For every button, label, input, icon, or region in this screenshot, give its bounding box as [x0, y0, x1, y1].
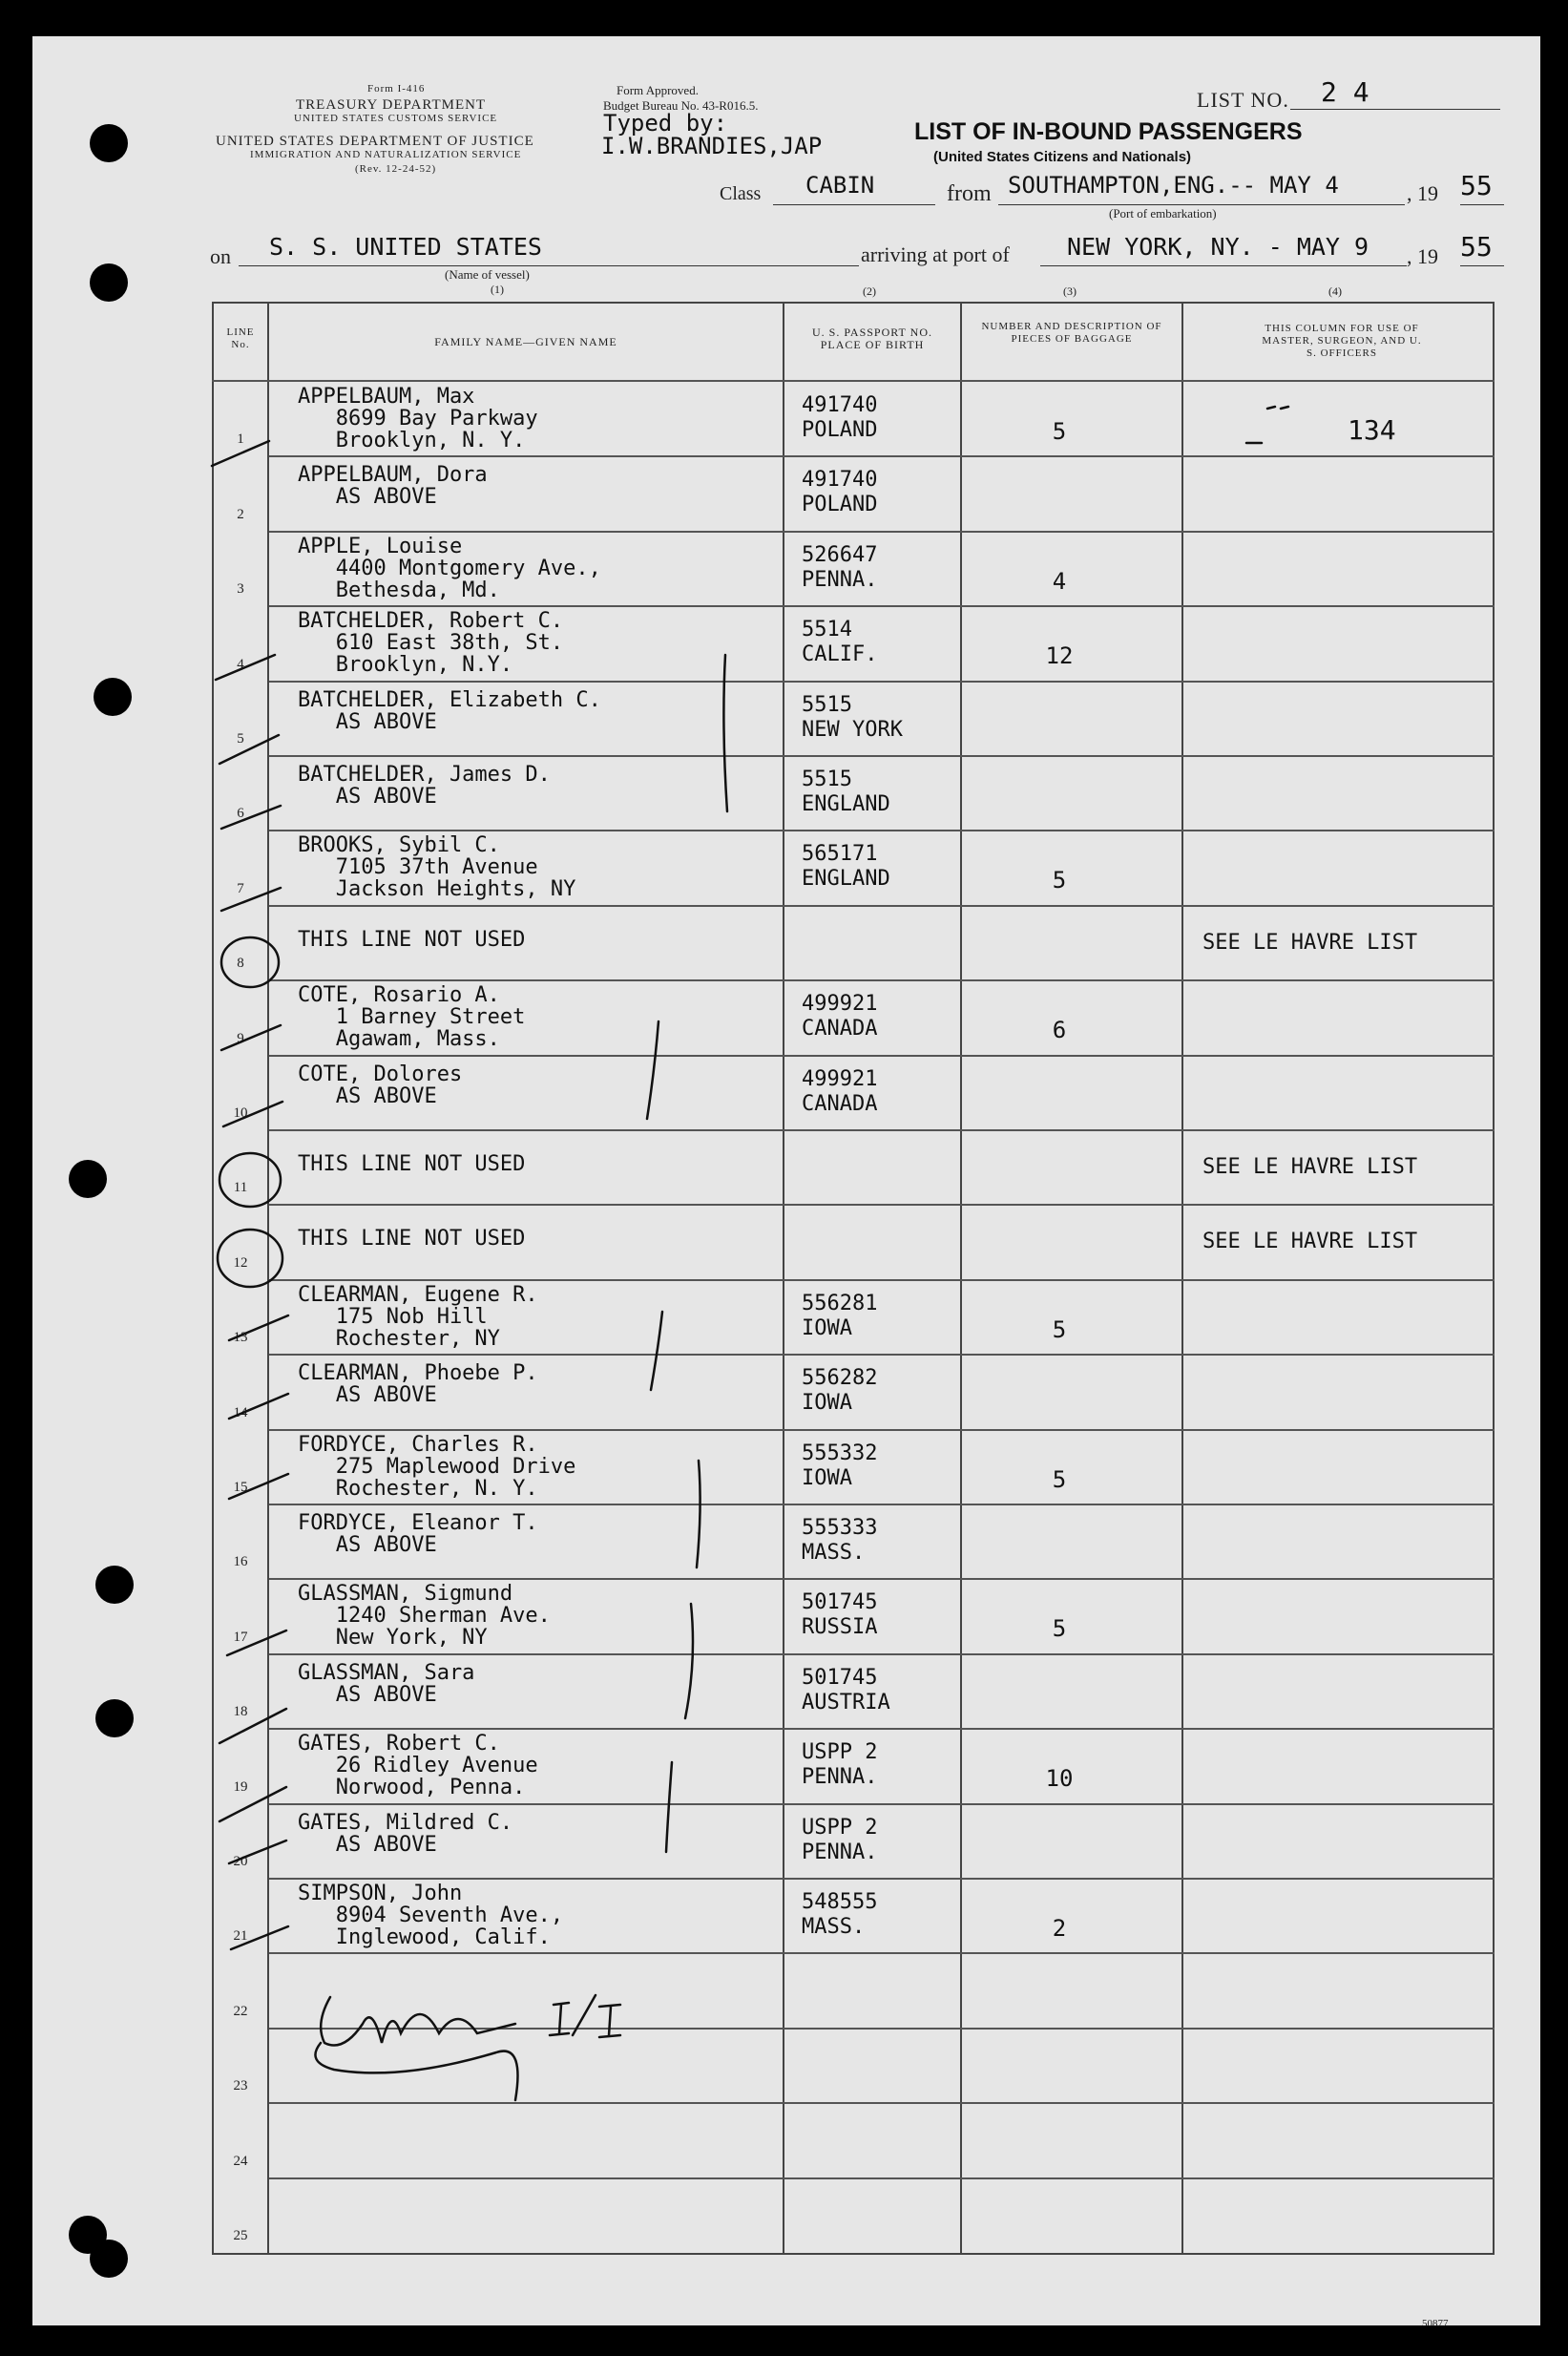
- baggage-count: 5: [1052, 1465, 1067, 1493]
- class-label: Class: [720, 183, 762, 204]
- immigration-service: IMMIGRATION AND NATURALIZATION SERVICE: [250, 149, 522, 160]
- embark-year-value: 55: [1460, 170, 1493, 201]
- page-title: LIST OF IN-BOUND PASSENGERS: [914, 118, 1303, 145]
- passenger-name: GATES, Mildred C. AS ABOVE: [298, 1810, 513, 1857]
- baggage-count: 5: [1052, 867, 1067, 894]
- passport-birthplace: 499921 CANADA: [802, 992, 878, 1041]
- line-number: 8: [237, 956, 244, 972]
- officer-note: SEE LE HAVRE LIST: [1202, 930, 1418, 955]
- passenger-name: THIS LINE NOT USED: [298, 1227, 526, 1252]
- line-number: 23: [233, 2078, 248, 2094]
- passport-birthplace: 555333 MASS.: [802, 1516, 878, 1565]
- line-number: 17: [233, 1629, 248, 1645]
- line-number: 18: [233, 1704, 248, 1720]
- passenger-name: FORDYCE, Charles R. 275 Maplewood Drive Rochester, N. Y.: [298, 1432, 576, 1501]
- passport-birthplace: 5515 ENGLAND: [802, 768, 890, 816]
- baggage-count: 12: [1045, 642, 1074, 670]
- line-number: 1: [237, 431, 244, 448]
- passport-birthplace: 501745 AUSTRIA: [802, 1665, 890, 1714]
- col-header-name: FAMILY NAME—GIVEN NAME: [434, 335, 617, 348]
- arrival-value: NEW YORK, NY. - MAY 9: [1067, 233, 1369, 261]
- line-number: 11: [233, 1180, 248, 1196]
- col-caption-4: (4): [1328, 284, 1342, 298]
- passenger-name: BATCHELDER, Elizabeth C. AS ABOVE: [298, 687, 601, 734]
- passenger-name: CLEARMAN, Phoebe P. AS ABOVE: [298, 1361, 538, 1408]
- list-no-value: 2 4: [1321, 76, 1369, 108]
- passenger-name: BATCHELDER, Robert C. 610 East 38th, St. Brooklyn, N.Y.: [298, 609, 564, 678]
- list-no-label: LIST NO.: [1197, 88, 1289, 112]
- passenger-name: GLASSMAN, Sara AS ABOVE: [298, 1660, 475, 1707]
- line-number: 6: [237, 806, 244, 822]
- passenger-name: SIMPSON, John 8904 Seventh Ave., Inglewood, Calif.: [298, 1882, 564, 1949]
- passenger-name: FORDYCE, Eleanor T. AS ABOVE: [298, 1511, 538, 1557]
- line-number: 25: [233, 2228, 248, 2243]
- col-header-line-no: LINE No.: [226, 326, 255, 350]
- line-number: 12: [233, 1254, 248, 1271]
- passenger-name: COTE, Rosario A. 1 Barney Street Agawam, Mass.: [298, 983, 526, 1052]
- line-number: 22: [233, 2003, 248, 2019]
- passport-birthplace: USPP 2 PENNA.: [802, 1740, 878, 1790]
- embarkation-value: SOUTHAMPTON,ENG.-- MAY 4: [1008, 172, 1339, 199]
- line-number: 21: [233, 1928, 248, 1945]
- officer-note: 134: [1348, 414, 1396, 446]
- baggage-count: 5: [1052, 1315, 1067, 1343]
- baggage-count: 5: [1052, 418, 1067, 445]
- typed-by-label: Typed by:: [603, 110, 728, 137]
- print-code: 50877: [1422, 2318, 1449, 2329]
- passport-birthplace: USPP 2 PENNA.: [802, 1815, 878, 1864]
- baggage-count: 4: [1052, 567, 1067, 595]
- form-number: Form I-416: [367, 83, 426, 95]
- typed-by-value: I.W.BRANDIES,JAP: [601, 133, 823, 159]
- passport-birthplace: 501745 RUSSIA: [802, 1590, 878, 1640]
- embark-caption: (Port of embarkation): [1109, 206, 1217, 221]
- line-number: 9: [237, 1030, 244, 1046]
- line-number: 14: [233, 1404, 248, 1420]
- form-approved: Form Approved.: [617, 83, 699, 97]
- passenger-name: APPLE, Louise 4400 Montgomery Ave., Bethesda, Md.: [298, 534, 601, 602]
- baggage-count: 2: [1052, 1915, 1067, 1942]
- line-number: 4: [237, 656, 244, 672]
- passenger-name: THIS LINE NOT USED: [298, 1152, 526, 1176]
- passenger-name: GLASSMAN, Sigmund 1240 Sherman Ave. New York, NY: [298, 1582, 551, 1651]
- officer-note: SEE LE HAVRE LIST: [1202, 1230, 1418, 1254]
- passenger-name: BROOKS, Sybil C. 7105 37th Avenue Jackson Heights, NY: [298, 833, 576, 902]
- line-number: 13: [233, 1330, 248, 1346]
- passport-birthplace: 5514 CALIF.: [802, 618, 878, 667]
- passport-birthplace: 491740 POLAND: [802, 393, 878, 442]
- baggage-count: 6: [1052, 1017, 1067, 1044]
- passport-birthplace: 5515 NEW YORK: [802, 692, 903, 742]
- vessel-caption: (Name of vessel): [445, 267, 530, 282]
- arriving-label: arriving at port of: [861, 242, 1010, 266]
- line-number: 15: [233, 1480, 248, 1495]
- line-number: 5: [237, 731, 244, 747]
- passport-birthplace: 556282 IOWA: [802, 1366, 878, 1416]
- passport-birthplace: 499921 CANADA: [802, 1066, 878, 1116]
- arrival-year-value: 55: [1460, 231, 1493, 263]
- line-number: 24: [233, 2153, 248, 2169]
- col-caption-2: (2): [863, 284, 876, 298]
- passenger-name: CLEARMAN, Eugene R. 175 Nob Hill Rochester, NY: [298, 1282, 538, 1351]
- line-number: 16: [233, 1554, 248, 1570]
- col-header-passport: U. S. PASSPORT NO. PLACE OF BIRTH: [812, 326, 932, 351]
- customs-service: UNITED STATES CUSTOMS SERVICE: [294, 113, 498, 124]
- passenger-name: GATES, Robert C. 26 Ridley Avenue Norwood, Penna.: [298, 1732, 538, 1800]
- passenger-name: BATCHELDER, James D. AS ABOVE: [298, 763, 551, 809]
- line-number: 7: [237, 880, 244, 896]
- passenger-name: COTE, Dolores AS ABOVE: [298, 1062, 463, 1108]
- passenger-name: APPELBAUM, Max 8699 Bay Parkway Brooklyn, N. Y.: [298, 385, 538, 452]
- passport-birthplace: 556281 IOWA: [802, 1291, 878, 1340]
- embark-year-prefix: , 19: [1407, 181, 1438, 205]
- officer-note: SEE LE HAVRE LIST: [1202, 1155, 1418, 1179]
- class-value: CABIN: [805, 172, 875, 199]
- passenger-name: APPELBAUM, Dora AS ABOVE: [298, 463, 488, 510]
- line-number: 3: [237, 581, 244, 598]
- from-label: from: [947, 181, 992, 206]
- passport-birthplace: 555332 IOWA: [802, 1441, 878, 1490]
- on-label: on: [210, 244, 231, 268]
- passenger-name: THIS LINE NOT USED: [298, 927, 526, 952]
- col-header-baggage: NUMBER AND DESCRIPTION OF PIECES OF BAGGAGE: [981, 321, 1162, 345]
- line-number: 20: [233, 1854, 248, 1869]
- arrival-year-prefix: , 19: [1407, 244, 1438, 268]
- passport-birthplace: 526647 PENNA.: [802, 542, 878, 592]
- budget-bureau: Budget Bureau No. 43-R016.5.: [603, 98, 759, 113]
- passport-birthplace: 548555 MASS.: [802, 1890, 878, 1939]
- col-header-officers: THIS COLUMN FOR USE OF MASTER, SURGEON, AND U. S. OFFICERS: [1262, 323, 1422, 359]
- vessel-name: S. S. UNITED STATES: [269, 233, 542, 261]
- baggage-count: 10: [1045, 1765, 1074, 1793]
- passport-birthplace: 565171 ENGLAND: [802, 842, 890, 892]
- line-number: 19: [233, 1778, 248, 1795]
- revision-date: (Rev. 12-24-52): [355, 163, 437, 175]
- col-caption-3: (3): [1063, 284, 1077, 298]
- line-number: 2: [237, 506, 244, 522]
- col-caption-1: (1): [491, 283, 504, 296]
- department-justice: UNITED STATES DEPARTMENT OF JUSTICE: [216, 134, 534, 149]
- passport-birthplace: 491740 POLAND: [802, 468, 878, 517]
- line-number: 10: [233, 1105, 248, 1121]
- baggage-count: 5: [1052, 1615, 1067, 1643]
- page-subtitle: (United States Citizens and Nationals): [933, 149, 1192, 165]
- department-treasury: TREASURY DEPARTMENT: [296, 97, 487, 113]
